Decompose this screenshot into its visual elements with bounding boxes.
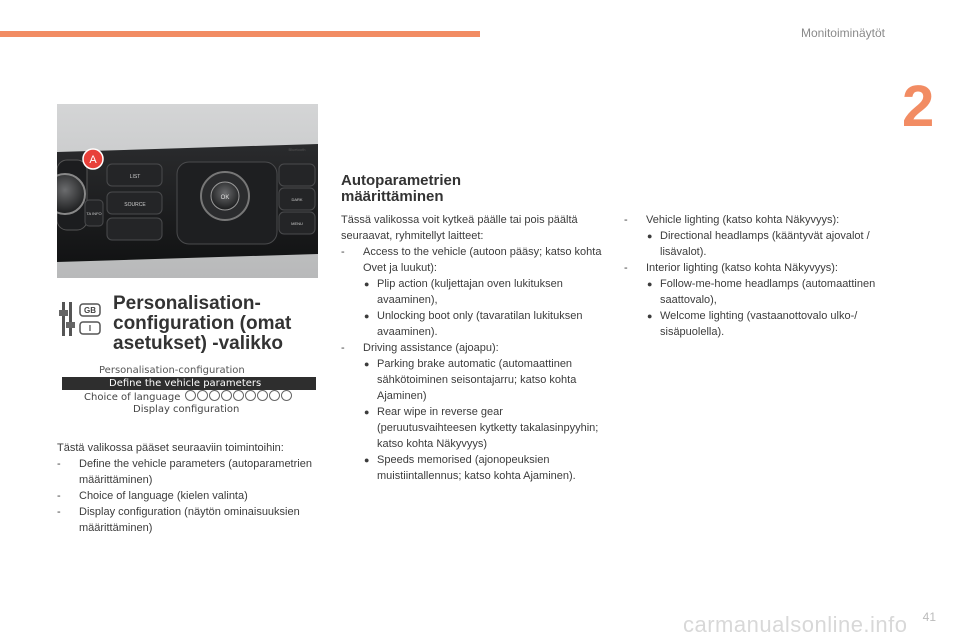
list-item: - Interior lighting (katso kohta Näkyvyys): [624, 260, 894, 276]
control-panel-photo [57, 104, 318, 278]
control-panel-illustration [57, 104, 318, 278]
photo-button-source: SOURCE [124, 202, 146, 208]
chapter-number: 2 [902, 74, 935, 139]
photo-button-ok: OK [220, 195, 230, 201]
icon-label-bottom: I [88, 324, 92, 333]
personalisation-text [57, 440, 319, 536]
list-item: - Define the vehicle parameters (autoparametrien määrittäminen) [57, 456, 319, 488]
menu-item-display-configuration[interactable]: Display configuration [133, 404, 240, 415]
list-item: ● Parking brake automatic (automaattinen sähkötoiminen seisontajarru; katso kohta Ajaminen) [341, 356, 605, 404]
display-menu-screenshot [62, 364, 316, 416]
list-item: - Access to the vehicle (autoon pääsy; katso kohta Ovet ja luukut): [341, 244, 605, 276]
icon-label-top: GB [84, 306, 96, 315]
page-number: 41 [922, 610, 936, 624]
section-title: Monitoiminäytöt [800, 26, 885, 40]
list-item: ● Plip action (kuljettajan oven lukituksen avaaminen), [341, 276, 605, 308]
list-item: ● Directional headlamps (kääntyvät ajovalot / lisävalot). [624, 228, 894, 260]
photo-button-dark: DARK [291, 197, 303, 202]
language-flags [184, 392, 292, 403]
list-item: - Display configuration (näytön ominaisuuksien määrittäminen) [57, 504, 319, 536]
personalisation-intro: Tästä valikossa pääset seuraaviin toimintoihin: [57, 442, 284, 454]
list-item: - Choice of language (kielen valinta) [57, 488, 319, 504]
menu-item-define-vehicle-parameters[interactable]: Define the vehicle parameters [62, 377, 316, 390]
menu-item-language-label: Choice of language [84, 392, 181, 403]
menu-item-choice-of-language[interactable] [62, 390, 316, 403]
photo-button-menu: MENU [291, 221, 303, 226]
photo-label-bluetooth: Bluetooth [288, 147, 306, 152]
personalisation-heading: Personalisation-configuration (omat asetukset) -valikko [113, 293, 292, 354]
watermark: carmanualsonline.info [683, 612, 908, 637]
autoparams-text [341, 212, 605, 484]
autoparams-intro: Tässä valikossa voit kytkeä päälle tai pois päältä seuraavat, ryhmitellyt laitteet: [341, 214, 578, 242]
list-item: ● Welcome lighting (vastaanottovalo ulko-/ sisäpuolella). [624, 308, 894, 340]
photo-callout-a: A [89, 154, 97, 166]
list-item: ● Rear wipe in reverse gear (peruutusvaihteesen kytketty takalasinpyyhin; katso kohta Näkyvyys) [341, 404, 605, 452]
list-item: ● Unlocking boot only (tavaratilan lukituksen avaaminen). [341, 308, 605, 340]
photo-button-list: LIST [129, 174, 141, 180]
list-item: - Driving assistance (ajoapu): [341, 340, 605, 356]
top-accent-bar [0, 31, 480, 37]
autoparams-heading: Autoparametrien määrittäminen [341, 172, 462, 205]
personalisation-sliders-icon [58, 298, 104, 340]
photo-button-ta-info: TA INFO [86, 211, 102, 216]
list-item: ● Speeds memorised (ajonopeuksien muistiintallennus; katso kohta Ajaminen). [341, 452, 605, 484]
menu-title: Personalisation-configuration [99, 365, 245, 376]
list-item: - Vehicle lighting (katso kohta Näkyvyys): [624, 212, 894, 228]
list-item: ● Follow-me-home headlamps (automaattinen saattovalo), [624, 276, 894, 308]
lighting-text [624, 212, 894, 340]
